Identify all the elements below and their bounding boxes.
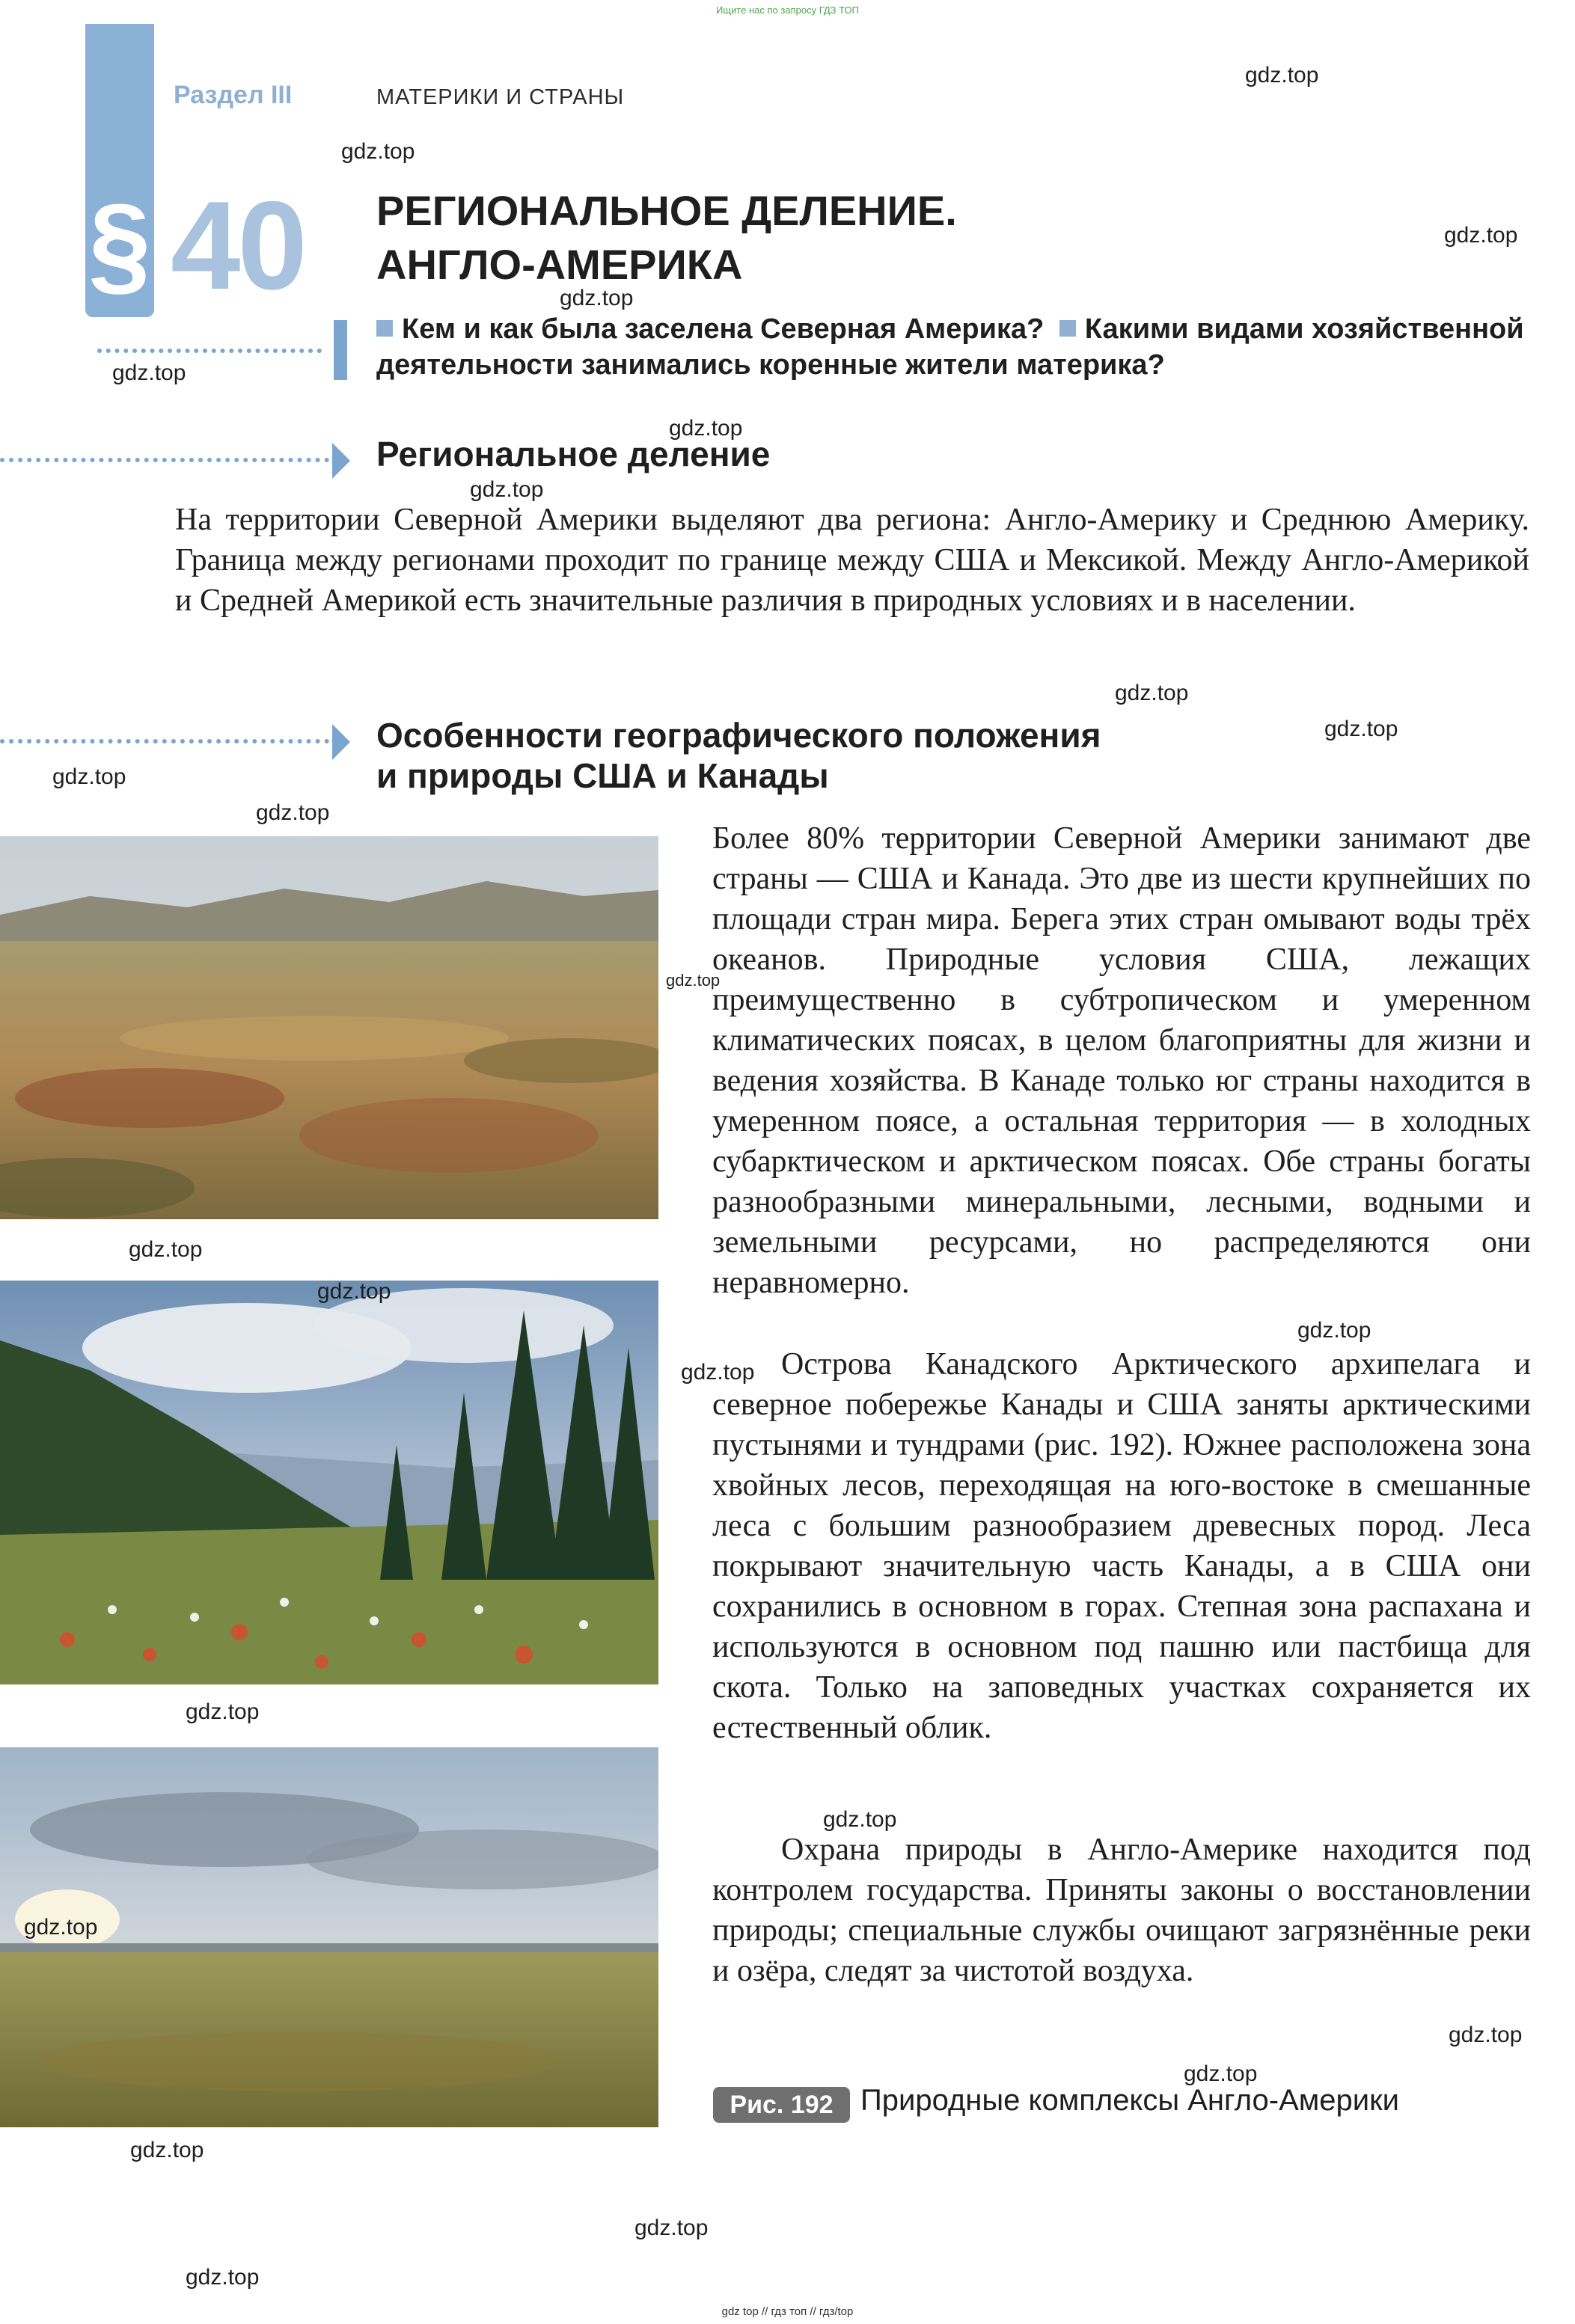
watermark: gdz.top [634, 2216, 709, 2240]
meadow-forest-photo [0, 1281, 658, 1684]
watermark: gdz.top [1115, 681, 1189, 705]
watermark: gdz.top [129, 1237, 203, 1262]
paragraph-number: 40 [171, 175, 305, 316]
watermark: gdz.top [112, 361, 186, 385]
chapter-title-line2: АНГЛО-АМЕРИКА [376, 241, 743, 288]
watermark: gdz.top [130, 2138, 204, 2162]
watermark: gdz.top [1449, 2023, 1523, 2047]
question-1: Кем и как была заселена Северная Америка? [402, 313, 1045, 345]
section2-heading [376, 715, 1101, 796]
prairie-photo [0, 1747, 658, 2127]
watermark: gdz.top [1324, 717, 1398, 741]
watermark: gdz.top [681, 1360, 755, 1385]
questions-bar [334, 320, 347, 380]
chapter-title-line1: РЕГИОНАЛЬНОЕ ДЕЛЕНИЕ. [376, 187, 957, 234]
section1-arrow-icon [332, 443, 350, 479]
bullet-square-icon [1059, 320, 1076, 337]
tundra-photo [0, 836, 658, 1219]
section2-dotted-line [0, 739, 329, 744]
section2-heading-line1: Особенности географического положения [376, 716, 1101, 755]
watermark: gdz.top [1245, 63, 1319, 88]
watermark: gdz.top [666, 971, 721, 990]
section1-paragraph: На территории Северной Америки выделяют два региона: Англо-Америку и Среднюю Америку. Граница между регионами проходит по границе между США и Мексикой. Между Англо-Америкой и Средней Америкой есть значительные различия в природных условиях и в населении. [175, 503, 1529, 618]
figure-badge: Рис. 192 [713, 2087, 850, 2123]
chapter-title [376, 184, 957, 292]
watermark: gdz.top [317, 1279, 391, 1304]
watermark: gdz.top [256, 800, 330, 825]
section-sign: § [88, 180, 151, 306]
section2-paragraph-2: Острова Канадского Арктического архипелага и северное побережье Канады и США заняты арктическими пустынями и тундрами (рис. 192). Южнее расположена зона хвойных лесов, переходящая на юго-востоке в смешанные леса с большим разнообразием древесных пород. Леса покрывают значительную часть Канады, а в США они сохранились в основном в горах. Степная зона распахана и используются в основном под пашню или пастбища для скота. Только на заповедных участках сохраняется их естественный облик. [712, 1347, 1531, 1745]
section2-paragraph-3: Охрана природы в Англо-Америке находится под контролем государства. Приняты законы о восстановлении природы; специальные службы очищают загрязнённые реки и озёра, следят за чистотой воздуха. [712, 1833, 1531, 1988]
section2-arrow-icon [332, 724, 350, 760]
watermark: gdz.top [186, 1699, 260, 1724]
watermark: gdz.top [1297, 1318, 1371, 1343]
question-2: Какими видами хозяйственной деятельности занимались коренные жители материка? [376, 313, 1524, 381]
section1-heading: Региональное деление [376, 435, 771, 473]
watermark: gdz.top [823, 1807, 897, 1832]
razdel-title: МАТЕРИКИ И СТРАНЫ [376, 85, 625, 109]
questions-dotted-line [97, 349, 322, 353]
watermark: gdz.top [186, 2265, 260, 2290]
watermark: gdz.top [560, 286, 634, 310]
watermark: gdz.top [1444, 223, 1518, 248]
section2-heading-line2: и природы США и Канады [376, 756, 829, 795]
lead-questions [376, 311, 1529, 383]
watermark: gdz.top [470, 477, 544, 502]
watermark: gdz.top [24, 1915, 98, 1940]
watermark: gdz.top [669, 416, 743, 441]
watermark: gdz.top [52, 764, 126, 789]
search-banner: Ищите нас по запросу ГДЗ ТОП [716, 4, 859, 16]
section2-paragraph-1: Более 80% территории Северной Америки занимают две страны — США и Канада. Это две из шести крупнейших по площади стран мира. Берега этих стран омывают воды трёх океанов. Природные условия США, лежащих преимущественно в субтропическом и умеренном климатических поясах, в целом благоприятны для жизни и ведения хозяйства. В Канаде только юг страны находится в умеренном поясе, а остальная территория — в холодных субарктическом и арктическом поясах. Обе страны богаты разнообразными минеральными, лесными, водными и земельными ресурсами, но распределяются они неравномерно. [712, 821, 1531, 1300]
watermark: gdz.top [341, 139, 415, 164]
section1-dotted-line [0, 458, 329, 462]
figure-caption: Природные комплексы Англо-Америки [860, 2084, 1399, 2117]
footer-text: gdz top // гдз топ // гдз/top [721, 2305, 854, 2318]
razdel-label: Раздел III [174, 81, 293, 109]
watermark: gdz.top [1184, 2061, 1258, 2086]
bullet-square-icon [376, 320, 393, 337]
